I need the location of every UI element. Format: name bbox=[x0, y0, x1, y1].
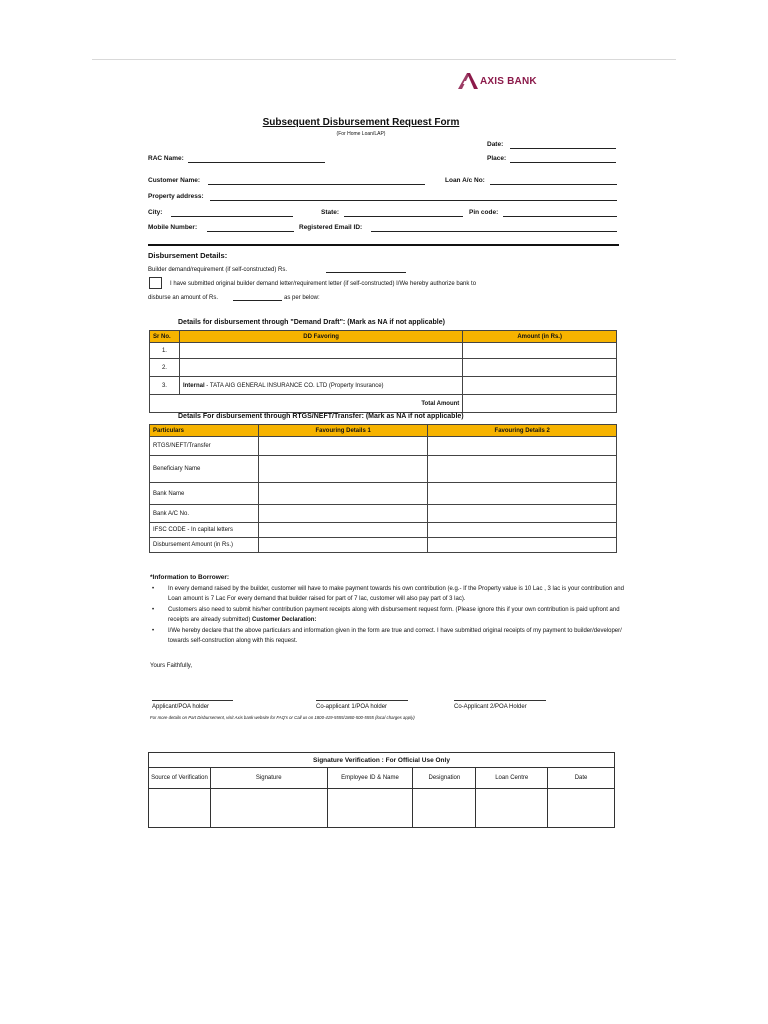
place-field[interactable] bbox=[510, 162, 616, 163]
co-applicant-1-label: Co-applicant 1/POA holder bbox=[316, 704, 388, 710]
ver-col-loan-centre: Loan Centre bbox=[476, 768, 548, 789]
ver-source-cell[interactable] bbox=[149, 789, 211, 828]
ver-date-cell[interactable] bbox=[548, 789, 615, 828]
rtgs-table bbox=[149, 424, 617, 553]
email-field[interactable] bbox=[371, 231, 617, 232]
disburse-suffix: as per below: bbox=[284, 295, 320, 301]
table-row bbox=[150, 483, 617, 505]
amount-fav1[interactable] bbox=[258, 538, 428, 553]
beneficiary-fav1[interactable] bbox=[258, 456, 428, 483]
ver-employee-cell[interactable] bbox=[327, 789, 413, 828]
dd-col-srno: Sr No. bbox=[150, 331, 180, 343]
list-item bbox=[152, 627, 626, 646]
ver-signature-cell[interactable] bbox=[210, 789, 327, 828]
ver-col-designation: Designation bbox=[413, 768, 476, 789]
ver-col-source: Source of Verification bbox=[149, 768, 211, 789]
bank-ac-fav2[interactable] bbox=[428, 505, 617, 523]
dd-row-3-sr: 3. bbox=[150, 377, 180, 395]
property-address-label: Property address: bbox=[148, 193, 204, 200]
dd-row-1-amount[interactable] bbox=[463, 343, 617, 359]
rtgs-row-fav2[interactable] bbox=[428, 437, 617, 456]
dd-col-favoring: DD Favoring bbox=[179, 331, 462, 343]
table-row bbox=[150, 523, 617, 538]
list-item bbox=[152, 585, 626, 604]
city-label: City: bbox=[148, 209, 163, 216]
place-label: Place: bbox=[487, 155, 507, 162]
section-divider bbox=[148, 244, 619, 246]
ver-col-signature: Signature bbox=[210, 768, 327, 789]
bank-name-fav2[interactable] bbox=[428, 483, 617, 505]
applicant-signature-field[interactable] bbox=[152, 700, 233, 701]
dd-row-3-favoring bbox=[179, 377, 462, 395]
table-row bbox=[150, 437, 617, 456]
bank-name: AXIS BANK bbox=[480, 75, 537, 87]
top-divider bbox=[92, 59, 676, 60]
demand-draft-heading: Details for disbursement through "Demand Draft": (Mark as NA if not applicable) bbox=[178, 319, 445, 326]
bank-logo bbox=[458, 72, 537, 90]
rac-name-label: RAC Name: bbox=[148, 155, 184, 162]
dd-row-3-insurer: - TATA AIG GENERAL INSURANCE CO. LTD (Property Insurance) bbox=[204, 382, 384, 389]
disburse-amount-label: disburse an amount of Rs. bbox=[148, 295, 219, 301]
verification-table bbox=[148, 752, 615, 828]
form-subtitle: (For Home Loan/LAP) bbox=[336, 131, 386, 137]
email-label: Registered Email ID: bbox=[299, 224, 363, 231]
table-row bbox=[149, 789, 615, 828]
dd-row-1-favoring[interactable] bbox=[179, 343, 462, 359]
ver-loan-centre-cell[interactable] bbox=[476, 789, 548, 828]
rtgs-row-label: RTGS/NEFT/Transfer bbox=[150, 437, 259, 456]
table-row bbox=[150, 359, 617, 377]
bank-name-row-label: Bank Name bbox=[150, 483, 259, 505]
rtgs-col-particulars: Particulars bbox=[150, 425, 259, 437]
dd-row-1-sr: 1. bbox=[150, 343, 180, 359]
declaration-checkbox[interactable] bbox=[149, 277, 162, 289]
bullet-icon: • bbox=[152, 607, 155, 614]
dd-row-2-favoring[interactable] bbox=[179, 359, 462, 377]
bullet-icon: • bbox=[152, 628, 155, 635]
footnote: For more details on Part Disbursement, visit Axis bank website for FAQ's or Call us on 1800-419-5555/1860-500-5555 (local charges apply) bbox=[150, 715, 415, 720]
beneficiary-row-label: Beneficiary Name bbox=[150, 456, 259, 483]
pin-code-label: Pin code: bbox=[469, 209, 499, 216]
amount-row-label: Disbursement Amount (in Rs.) bbox=[150, 538, 259, 553]
dd-row-2-amount[interactable] bbox=[463, 359, 617, 377]
dd-row-3-amount[interactable] bbox=[463, 377, 617, 395]
demand-draft-table bbox=[149, 330, 617, 413]
customer-declaration-label: Customer Declaration: bbox=[252, 616, 317, 623]
table-row bbox=[150, 505, 617, 523]
info-title: *Information to Borrower: bbox=[150, 574, 230, 581]
co-applicant-1-signature-field[interactable] bbox=[316, 700, 408, 701]
dd-total-amount[interactable] bbox=[463, 395, 617, 413]
table-row bbox=[150, 456, 617, 483]
customer-name-field[interactable] bbox=[208, 184, 425, 185]
dd-row-3-internal: Internal bbox=[182, 382, 205, 389]
rtgs-heading: Details For disbursement through RTGS/NEFT/Transfer: (Mark as NA if not applicable) bbox=[178, 413, 464, 420]
mobile-number-field[interactable] bbox=[207, 231, 294, 232]
info-bullet-3: I/We hereby declare that the above particulars and information given in the form are true and correct. I have submitted original receipts of my payment to builder/developer/ towards self-construction along with this request. bbox=[168, 628, 622, 644]
ifsc-row-label: IFSC CODE - In capital letters bbox=[150, 523, 259, 538]
pin-code-field[interactable] bbox=[503, 216, 617, 217]
builder-demand-label: Builder demand/requirement (if self-constructed) Rs. bbox=[148, 267, 288, 273]
axis-logo-icon bbox=[458, 73, 478, 89]
info-bullet-2: Customers also need to submit his/her contribution payment receipts along with disbursement request form. (Please ignore this if your own contribution is paid upfront and receipts are already submitted) bbox=[168, 607, 620, 623]
table-row bbox=[150, 343, 617, 359]
property-address-field[interactable] bbox=[210, 200, 617, 201]
co-applicant-2-label: Co-Applicant 2/POA Holder bbox=[454, 704, 527, 710]
mobile-number-label: Mobile Number: bbox=[148, 224, 198, 231]
dd-total-label: Total Amount bbox=[179, 395, 462, 413]
city-field[interactable] bbox=[171, 216, 293, 217]
applicant-label: Applicant/POA holder bbox=[152, 704, 210, 710]
table-row bbox=[150, 538, 617, 553]
disburse-amount-field[interactable] bbox=[233, 300, 282, 301]
dd-row-2-sr: 2. bbox=[150, 359, 180, 377]
builder-demand-field[interactable] bbox=[326, 272, 406, 273]
bullet-icon: • bbox=[152, 586, 155, 592]
bank-ac-fav1[interactable] bbox=[258, 505, 428, 523]
loan-ac-label: Loan A/c No: bbox=[445, 177, 485, 184]
rtgs-col-fav1: Favouring Details 1 bbox=[258, 425, 428, 437]
form-title: Subsequent Disbursement Request Form bbox=[262, 117, 460, 128]
info-bullets bbox=[152, 585, 626, 649]
rac-name-field[interactable] bbox=[188, 162, 325, 163]
ver-col-employee: Employee ID & Name bbox=[327, 768, 413, 789]
state-label: State: bbox=[321, 209, 340, 216]
bank-ac-row-label: Bank A/C No. bbox=[150, 505, 259, 523]
rtgs-row-fav1[interactable] bbox=[258, 437, 428, 456]
bank-name-fav1[interactable] bbox=[258, 483, 428, 505]
amount-fav2[interactable] bbox=[428, 538, 617, 553]
co-applicant-2-signature-field[interactable] bbox=[454, 700, 546, 701]
disbursement-heading: Disbursement Details: bbox=[148, 251, 228, 260]
ver-designation-cell[interactable] bbox=[413, 789, 476, 828]
verification-title: Signature Verification : For Official Use Only bbox=[149, 753, 615, 768]
rtgs-col-fav2: Favouring Details 2 bbox=[428, 425, 617, 437]
beneficiary-fav2[interactable] bbox=[428, 456, 617, 483]
date-field[interactable] bbox=[510, 148, 616, 149]
table-row bbox=[150, 377, 617, 395]
loan-ac-field[interactable] bbox=[490, 184, 617, 185]
list-item bbox=[152, 606, 626, 625]
ifsc-fav2[interactable] bbox=[428, 523, 617, 538]
ifsc-fav1[interactable] bbox=[258, 523, 428, 538]
info-bullet-1: In every demand raised by the builder, customer will have to make payment towards his own contribution (e.g.- If the Property value is 10 Lac , 3 lac is your contribution and Loan amount is 7 Lac For every demand that builder raised for part of 7 lac, customer will also pay part of 3 lac). bbox=[168, 586, 624, 602]
customer-name-label: Customer Name: bbox=[148, 177, 201, 184]
dd-col-amount: Amount (in Rs.) bbox=[463, 331, 617, 343]
ver-col-date: Date bbox=[548, 768, 615, 789]
date-label: Date: bbox=[487, 141, 504, 148]
declaration-text: I have submitted original builder demand letter/requirement letter (if self-constructed) I/We hereby authorize bank to bbox=[170, 281, 477, 287]
state-field[interactable] bbox=[344, 216, 463, 217]
closing-text: Yours Faithfully, bbox=[150, 663, 193, 669]
